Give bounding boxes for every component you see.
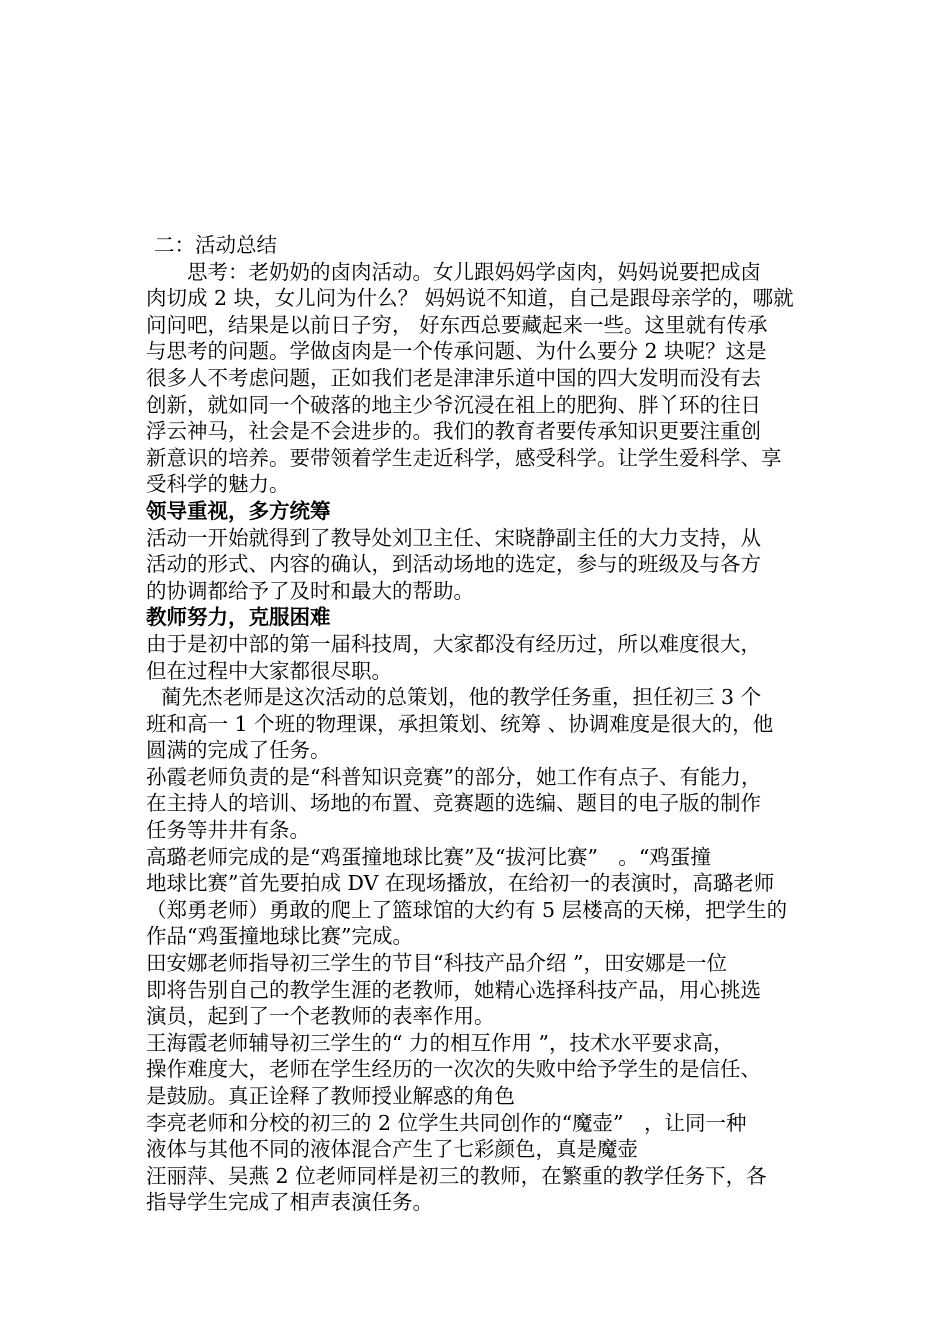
text-line: 田安娜老师指导初三学生的节目“科技产品介绍 ”，田安娜是一位	[146, 951, 727, 976]
text-line: 操作难度大，老师在学生经历的一次次的失败中给予学生的是信任、	[146, 1057, 761, 1082]
text-line: 地球比赛”首先要拍成 DV 在现场播放，在给初一的表演时，高璐老师	[146, 871, 775, 896]
text-line: 王海霞老师辅导初三学生的“ 力的相互作用 ”，技术水平要求高，	[146, 1030, 734, 1055]
section-heading: 领导重视，多方统筹	[146, 498, 331, 523]
text-line: 是鼓励。真正诠释了教师授业解惑的角色	[146, 1084, 515, 1108]
text-line: 班和高一 1 个班的物理课，承担策划、统筹 、协调难度是很大的，他	[146, 711, 774, 736]
text-line: 圆满的完成了任务。	[146, 738, 331, 763]
text-line: 思考：老奶奶的卤肉活动。女儿跟妈妈学卤肉，妈妈说要把成卤	[187, 259, 761, 284]
text-line: 活动一开始就得到了教导处刘卫主任、宋晓静副主任的大力支持，从	[146, 525, 761, 550]
text-line: 作品“鸡蛋撞地球比赛”完成。	[146, 924, 413, 949]
text-line: 活动的形式、内容的确认，到活动场地的选定，参与的班级及与各方	[146, 552, 761, 577]
text-line: 的协调都给予了及时和最大的帮助。	[146, 578, 474, 603]
text-line: 问问吧，结果是以前日子穷， 好东西总要藏起来一些。这里就有传承	[146, 312, 768, 337]
text-line: 但在过程中大家都很尽职。	[146, 658, 392, 683]
text-line: 液体与其他不同的液体混合产生了七彩颜色，真是魔壶	[146, 1137, 638, 1162]
text-line: 指导学生完成了相声表演任务。	[146, 1190, 433, 1215]
text-line: （郑勇老师）勇敢的爬上了篮球馆的大约有 5 层楼高的天梯，把学生的	[146, 897, 788, 922]
text-line: 在主持人的培训、场地的布置、竞赛题的选编、题目的电子版的制作	[146, 791, 761, 816]
text-line: 创新，就如同一个破落的地主少爷沉浸在祖上的肥狗、胖丫环的往日	[146, 392, 761, 417]
text-line: 浮云神马，社会是不会进步的。我们的教育者要传承知识更要注重创	[146, 419, 761, 444]
section-heading: 教师努力，克服困难	[146, 605, 331, 630]
text-line: 即将告别自己的教学生涯的老教师，她精心选择科技产品，用心挑选	[146, 977, 761, 1002]
text-line: 高璐老师完成的是“鸡蛋撞地球比赛”及“拔河比赛” 。“鸡蛋撞	[146, 844, 711, 869]
text-line: 演员，起到了一个老教师的表率作用。	[146, 1004, 495, 1029]
text-line: 肉切成 2 块，女儿问为什么？ 妈妈说不知道，自己是跟母亲学的，哪就	[146, 286, 794, 311]
text-line: 蔺先杰老师是这次活动的总策划，他的教学任务重，担任初三 3 个	[161, 685, 762, 710]
text-line: 孙霞老师负责的是“科普知识竞赛”的部分，她工作有点子、有能力，	[146, 764, 762, 789]
text-line: 由于是初中部的第一届科技周，大家都没有经历过，所以难度很大，	[146, 631, 761, 656]
text-line: 任务等井井有条。	[146, 818, 310, 843]
text-line: 汪丽萍、吴燕 2 位老师同样是初三的教师，在繁重的教学任务下，各	[146, 1163, 767, 1188]
text-line: 二：活动总结	[154, 233, 277, 257]
text-line: 很多人不考虑问题，正如我们老是津津乐道中国的四大发明而没有去	[146, 365, 761, 390]
text-line: 受科学的魅力。	[146, 472, 290, 497]
text-line: 新意识的培养。要带领着学生走近科学，感受科学。让学生爱科学、享	[146, 445, 782, 470]
text-line: 与思考的问题。学做卤肉是一个传承问题、为什么要分 2 块呢？这是	[146, 339, 767, 364]
document-body	[146, 232, 811, 1216]
text-line: 李亮老师和分校的初三的 2 位学生共同创作的“魔壶” ，让同一种	[146, 1110, 747, 1135]
